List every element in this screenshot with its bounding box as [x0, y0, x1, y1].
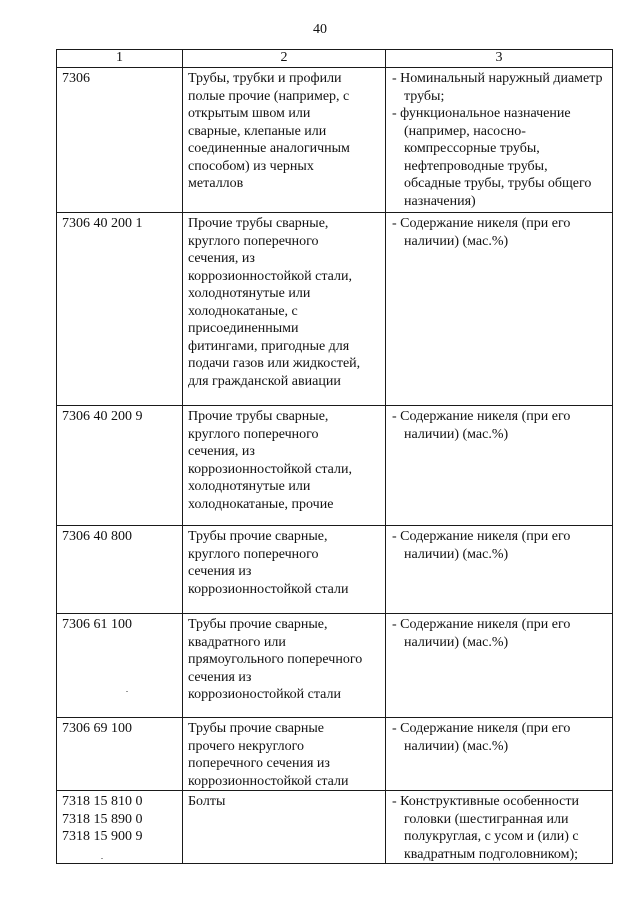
description-line: коррозионностойкой стали, — [188, 268, 352, 284]
description-line: способом) из черных — [188, 158, 314, 174]
attributes-cell — [386, 68, 613, 213]
description-line: круглого поперечного — [188, 233, 319, 249]
attribute-item: - функциональное назначение (например, насосно-компрессорные трубы, нефтепроводные трубы, обсадные трубы, трубы общего назначения) — [392, 106, 592, 209]
table-row — [57, 526, 613, 614]
attributes-cell — [386, 213, 613, 406]
hs-code-cell — [57, 791, 183, 864]
hs-code: 7306 40 200 9 — [62, 409, 143, 424]
description-line: Трубы прочие сварные, — [188, 529, 328, 544]
hs-code: 7318 15 890 0 — [62, 811, 143, 827]
attribute-item: - Содержание никеля (при его наличии) (мас.%) — [392, 216, 571, 249]
hs-code-cell — [57, 526, 183, 614]
description-line: сечения, из — [188, 444, 255, 459]
description-line: коррозионостойкой стали — [188, 687, 341, 702]
table-row — [57, 614, 613, 718]
attributes-cell — [386, 526, 613, 614]
attributes-cell — [386, 614, 613, 718]
attribute-item: - Номинальный наружный диаметр трубы; — [392, 71, 603, 104]
description-line: сечения из — [188, 564, 252, 579]
description-line: холоднокатаные, с — [188, 303, 298, 319]
description-line: Трубы, трубки и профили — [188, 71, 342, 86]
description-line: для гражданской авиации — [188, 373, 341, 389]
hs-code-cell — [57, 718, 183, 791]
description-line: холоднотянутые или — [188, 479, 311, 494]
description-line: квадратного или — [188, 634, 286, 650]
goods-description-cell — [183, 406, 386, 526]
table-row — [57, 406, 613, 526]
description-line: прочего некруглого — [188, 738, 305, 754]
description-line: круглого поперечного — [188, 546, 319, 562]
description-line: коррозионностойкой стали — [188, 773, 349, 789]
hs-code: 7306 69 100 — [62, 721, 132, 736]
hs-code-cell — [57, 614, 183, 718]
table-row — [57, 213, 613, 406]
description-line: Прочие трубы сварные, — [188, 216, 329, 231]
hs-code: 7318 15 900 9 — [62, 829, 143, 844]
description-line: металлов — [188, 176, 244, 191]
scan-speck — [101, 858, 103, 859]
goods-description-cell — [183, 213, 386, 406]
hs-code: 7306 — [62, 71, 90, 86]
hs-code: 7306 40 200 1 — [62, 216, 143, 231]
goods-description-cell — [183, 791, 386, 864]
attributes-cell — [386, 406, 613, 526]
goods-description-cell — [183, 526, 386, 614]
description-line: Трубы прочие сварные, — [188, 617, 328, 632]
hs-code-cell — [57, 406, 183, 526]
hs-code: 7318 15 810 0 — [62, 794, 143, 809]
table-row — [57, 718, 613, 791]
column-header-1: 1 — [57, 50, 183, 68]
page-number: 40 — [313, 22, 327, 37]
description-line: круглого поперечного — [188, 426, 319, 442]
description-line: соединенные аналогичным — [188, 141, 350, 156]
description-line: коррозионностойкой стали — [188, 581, 349, 597]
description-line: холоднокатаные, прочие — [188, 496, 334, 512]
description-line: холоднотянутые или — [188, 286, 311, 301]
description-line: Прочие трубы сварные, — [188, 409, 329, 424]
description-line: подачи газов или жидкостей, — [188, 356, 361, 371]
attribute-item: - Содержание никеля (при его наличии) (мас.%) — [392, 721, 571, 754]
description-line: открытым швом или — [188, 106, 311, 121]
table-header-row — [57, 50, 613, 68]
column-header-2: 2 — [183, 50, 386, 68]
attributes-cell — [386, 791, 613, 864]
attribute-item: - Конструктивные особенности головки (шестигранная или полукруглая, с усом и (или) с квадратным подголовником); — [392, 794, 579, 862]
description-line: Трубы прочие сварные — [188, 721, 325, 736]
attribute-item: - Содержание никеля (при его наличии) (мас.%) — [392, 617, 571, 650]
description-line: коррозионностойкой стали, — [188, 461, 352, 477]
attributes-cell — [386, 718, 613, 791]
goods-table — [56, 49, 613, 864]
description-line: поперечного сечения из — [188, 756, 330, 771]
description-line: прямоугольного поперечного — [188, 652, 363, 667]
description-line: фитингами, пригодные для — [188, 338, 350, 354]
description-line: присоединенными — [188, 321, 299, 336]
hs-code-cell — [57, 68, 183, 213]
table-row — [57, 68, 613, 213]
column-header-3: 3 — [386, 50, 613, 68]
attribute-item: - Содержание никеля (при его наличии) (мас.%) — [392, 529, 571, 562]
goods-description-cell — [183, 68, 386, 213]
table-row — [57, 791, 613, 864]
description-line: Болты — [188, 794, 226, 809]
description-line: сечения, из — [188, 251, 255, 266]
description-line: сечения из — [188, 669, 252, 685]
scan-speck — [126, 691, 128, 692]
attribute-item: - Содержание никеля (при его наличии) (мас.%) — [392, 409, 571, 442]
goods-description-cell — [183, 718, 386, 791]
hs-code: 7306 40 800 — [62, 529, 132, 544]
description-line: сварные, клепаные или — [188, 123, 327, 139]
hs-code: 7306 61 100 — [62, 617, 132, 632]
description-line: полые прочие (например, с — [188, 88, 350, 104]
hs-code-cell — [57, 213, 183, 406]
goods-description-cell — [183, 614, 386, 718]
